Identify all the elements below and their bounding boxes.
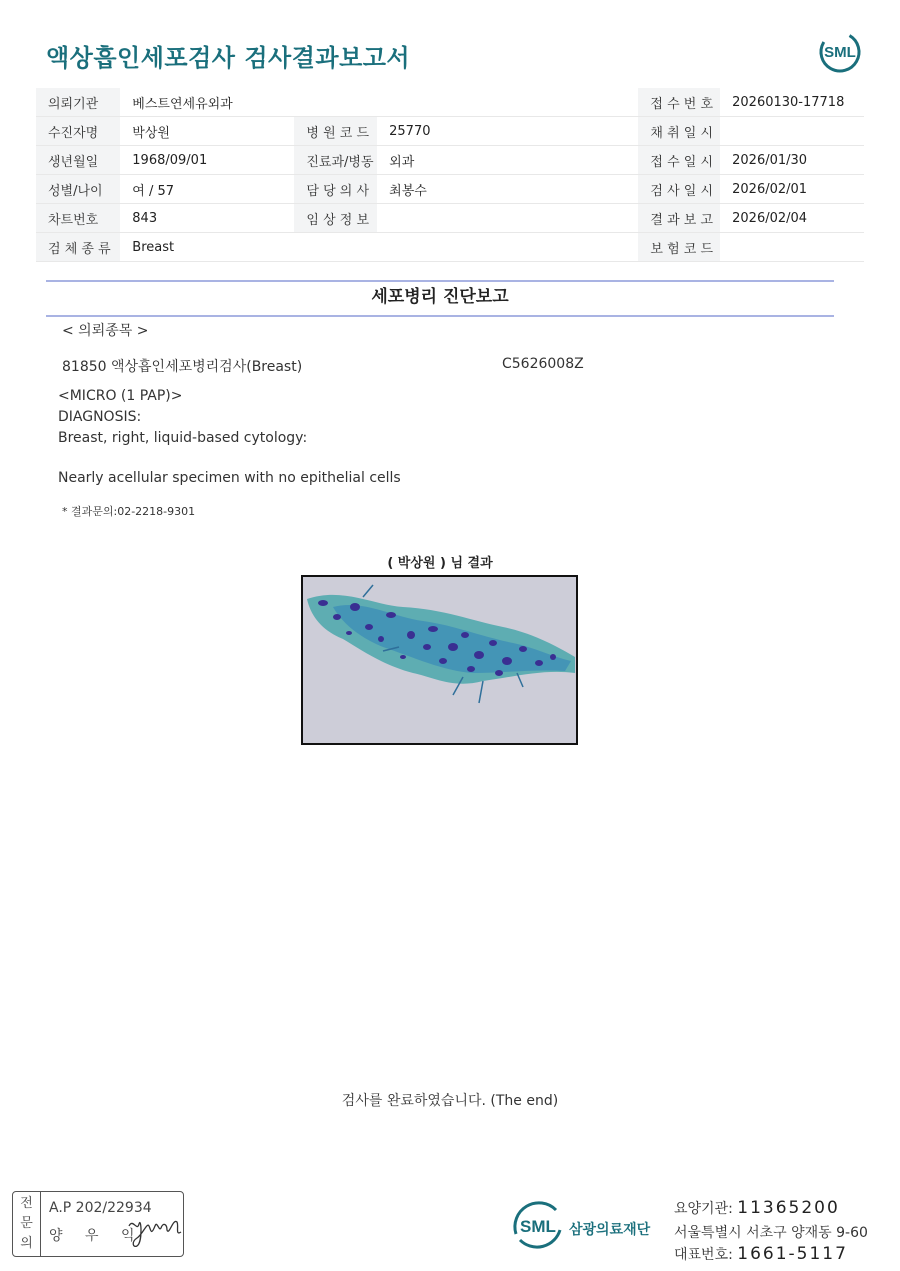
phone-number: 1661-5117 [737, 1244, 848, 1264]
empty-cell [513, 117, 639, 146]
phone-line [674, 1244, 848, 1264]
sml-footer-logo-icon [510, 1200, 566, 1252]
info-label: 진료과/병동 [294, 146, 377, 175]
org-name: 삼광의료재단 [569, 1222, 651, 1238]
empty-cell [513, 175, 639, 204]
info-label: 채 취 일 시 [638, 117, 720, 146]
info-label: 결 과 보 고 [638, 204, 720, 233]
specialist-char: 문 [20, 1216, 33, 1231]
specialist-char: 의 [20, 1236, 33, 1251]
department: 외과 [377, 146, 513, 175]
patient-info-table [36, 88, 864, 262]
empty-cell [513, 146, 639, 175]
order-item: 81850 액상흡인세포병리검사(Breast) [62, 359, 303, 375]
institution-code: 11365200 [737, 1198, 840, 1218]
info-label: 검 사 일 시 [638, 175, 720, 204]
diagnosis-site: Breast, right, liquid-based cytology: [58, 430, 308, 446]
receipt-no: 20260130-17718 [720, 88, 864, 117]
chart-no: 843 [120, 204, 294, 233]
end-message: 검사를 완료하였습니다. (The end) [341, 1093, 559, 1109]
info-label: 접 수 번 호 [638, 88, 720, 117]
empty-cell [513, 204, 639, 233]
requesting-institution: 베스트연세유외과 [120, 88, 513, 117]
clinical-info [377, 204, 513, 233]
table-row [36, 233, 864, 262]
empty-cell [294, 233, 638, 262]
sml-logo-text: SML [824, 44, 856, 61]
info-label: 차트번호 [36, 204, 120, 233]
info-label: 임 상 정 보 [294, 204, 377, 233]
doctor: 최봉수 [377, 175, 513, 204]
info-label: 접 수 일 시 [638, 146, 720, 175]
pathologist-id: A.P 202/22934 [49, 1200, 152, 1216]
info-label: 보 험 코 드 [638, 233, 720, 262]
hospital-code: 25770 [377, 117, 513, 146]
info-label: 검 체 종 류 [36, 233, 120, 262]
table-row [36, 146, 864, 175]
handwritten-signature [125, 1212, 183, 1248]
report-title: 액상흡인세포검사 검사결과보고서 [46, 44, 411, 72]
empty-cell [513, 88, 639, 117]
specialist-char: 전 [20, 1196, 33, 1211]
specialist-label [13, 1192, 41, 1256]
table-row [36, 175, 864, 204]
info-label: 성별/나이 [36, 175, 120, 204]
pathologist-name: 양 우 익 [49, 1228, 144, 1244]
table-row [36, 88, 864, 117]
receipt-date: 2026/01/30 [720, 146, 864, 175]
birth-date: 1968/09/01 [120, 146, 294, 175]
signature-box [12, 1191, 184, 1257]
diagnosis-text: Nearly acellular specimen with no epithelial cells [58, 470, 401, 486]
diagnosis-label: DIAGNOSIS: [58, 409, 142, 425]
phone-label: 대표번호: [674, 1247, 733, 1263]
section-title: 세포병리 진단보고 [46, 280, 834, 317]
order-code: C5626008Z [502, 356, 584, 372]
sex-age: 여 / 57 [120, 175, 294, 204]
info-label: 의뢰기관 [36, 88, 120, 117]
image-caption: ( 박상원 ) 님 결과 [387, 556, 493, 571]
collection-date [720, 117, 864, 146]
info-label: 담 당 의 사 [294, 175, 377, 204]
info-label: 병 원 코 드 [294, 117, 377, 146]
sml-footer-logo-text: SML [520, 1217, 556, 1236]
patient-name: 박상원 [120, 117, 294, 146]
info-label: 생년월일 [36, 146, 120, 175]
institution-code-line [674, 1198, 840, 1218]
org-address: 서울특별시 서초구 양재동 9-60 [674, 1225, 868, 1241]
table-row [36, 204, 864, 233]
institution-code-label: 요양기관: [674, 1201, 733, 1217]
table-row [36, 117, 864, 146]
sml-logo-icon [818, 30, 862, 74]
specimen: Breast [120, 233, 294, 262]
info-label: 수진자명 [36, 117, 120, 146]
insurance-code [720, 233, 864, 262]
inquiry-phone: * 결과문의:02-2218-9301 [62, 505, 196, 518]
micro-label: <MICRO (1 PAP)> [58, 388, 183, 404]
cytology-image [301, 575, 578, 745]
exam-date: 2026/02/01 [720, 175, 864, 204]
order-heading: < 의뢰종목 > [62, 323, 149, 339]
result-date: 2026/02/04 [720, 204, 864, 233]
